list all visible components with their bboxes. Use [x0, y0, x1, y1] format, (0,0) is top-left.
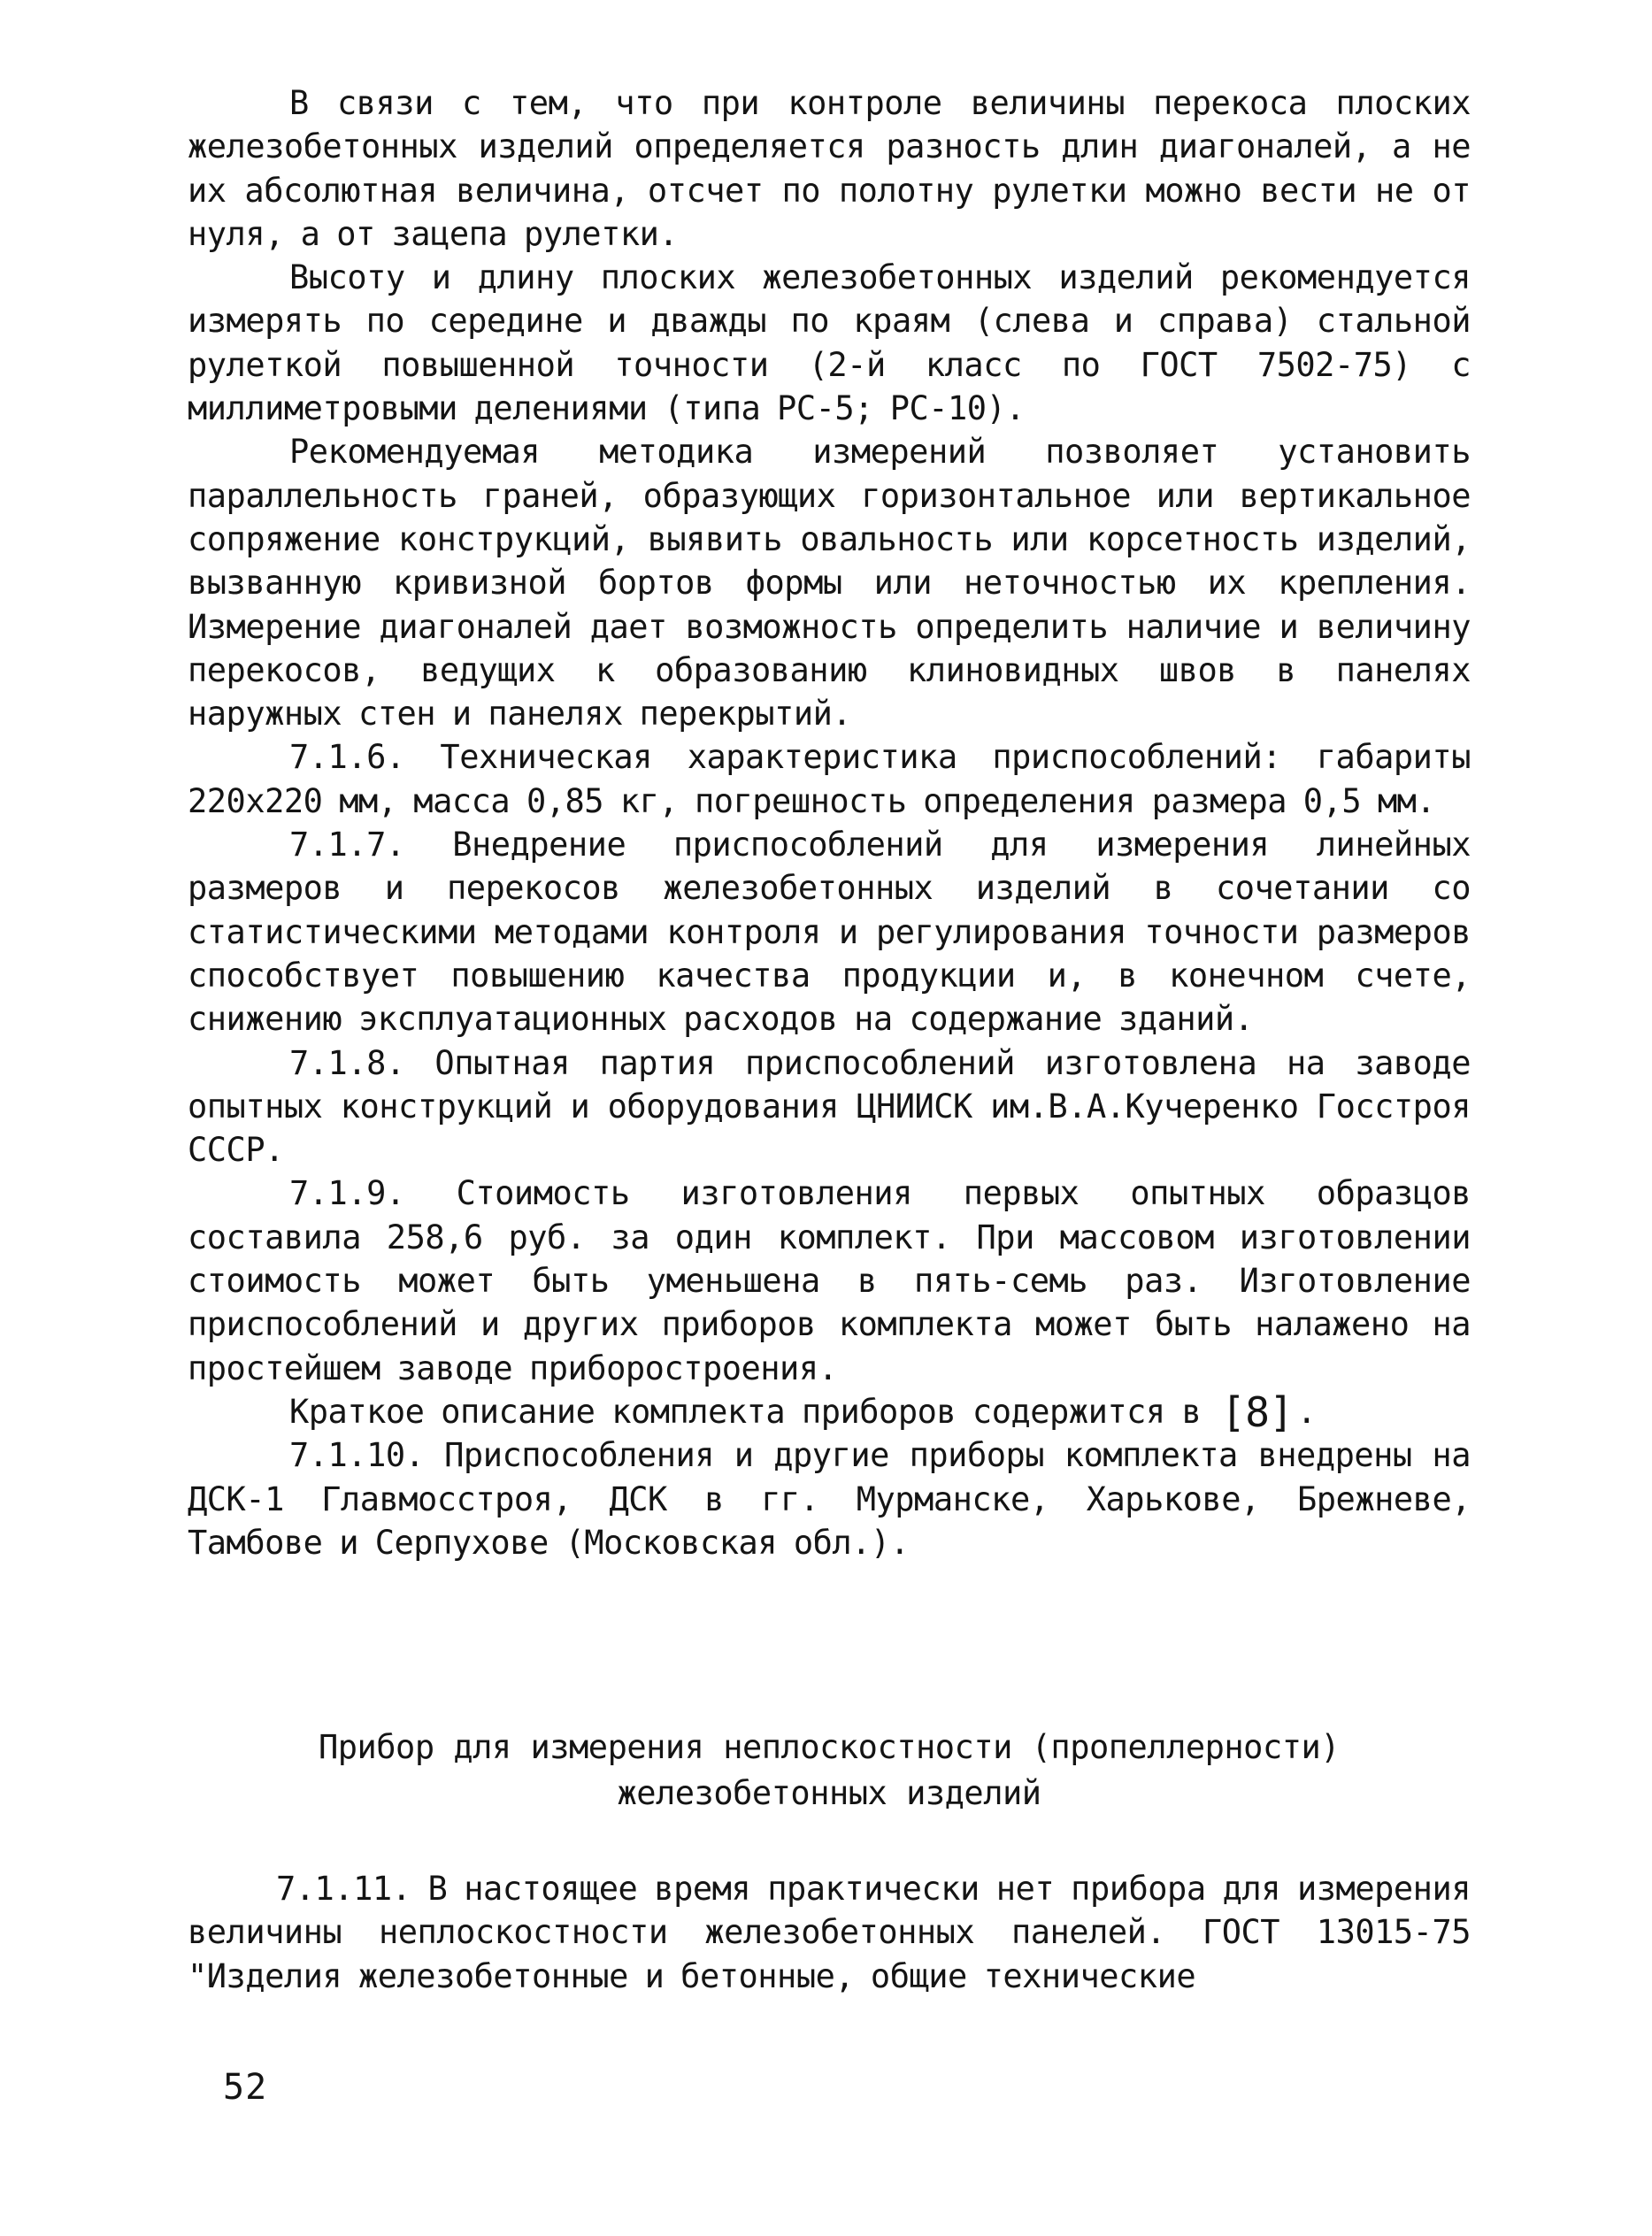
section-body [188, 1867, 1471, 1998]
brief-description-end: . [1296, 1392, 1317, 1431]
paragraph-brief-description [188, 1387, 1471, 1436]
paragraph-methodology: Рекомендуемая методика измерений позволяет установить параллельность граней, образующих горизонтальное или вертикальное сопряжение конструкций, выявить овальность или корсетность изделий, вызванную кривизной бортов формы или неточностью их крепления. Измерение диагоналей дает возможность определить наличие и величину перекосов, ведущих к образованию клиновидных швов в панелях наружных стен и панелях перекрытий. [188, 433, 1471, 734]
section-heading-line-2: железобетонных изделий [617, 1774, 1041, 1812]
page-number: 52 [223, 2067, 268, 2108]
paragraph-height-length: Высоту и длину плоских железобетонных изделий рекомендуется измерять по середине и дважды по краям (слева и справа) стальной рулеткой повышенной точности (2-й класс по ГОСТ 7502-75) с миллиметровыми делениями (типа РС-5; РС-10). [188, 258, 1471, 428]
paragraph-7-1-8: 7.1.8. Опытная партия приспособлений изготовлена на заводе опытных конструкций и оборудования ЦНИИСК им.В.А.Кучеренко Госстроя СССР. [188, 1043, 1471, 1170]
paragraph-7-1-7: 7.1.7. Внедрение приспособлений для измерения линейных размеров и перекосов железобетонных изделий в сочетании со статистическими методами контроля и регулирования точности размеров способствует повышению качества продукции и, в конечном счете, снижению эксплуатационных расходов на содержание зданий. [188, 826, 1471, 1039]
paragraph-7-1-6: 7.1.6. Техническая характеристика приспособлений: габариты 220х220 мм, масса 0,85 кг, погрешность определения размера 0,5 мм. [188, 738, 1471, 820]
paragraph-measuring-diagonals: В связи с тем, что при контроле величины перекоса плоских железобетонных изделий определяется разность длин диагоналей, а не их абсолютная величина, отсчет по полотну рулетки можно вести не от нуля, а от зацепа рулетки. [188, 84, 1471, 253]
paragraph-7-1-9: 7.1.9. Стоимость изготовления первых опытных образцов составила 258,6 руб. за один комплект. При массовом изготовлении стоимость может быть уменьшена в пять-семь раз. Изготовление приспособлений и других приборов комплекта может быть налажено на простейшем заводе приборостроения. [188, 1174, 1471, 1387]
paragraph-7-1-10: 7.1.10. Приспособления и другие приборы комплекта внедрены на ДСК-1 Главмосстроя, ДСК в гг. Мурманске, Харькове, Брежневе, Тамбове и Серпухове (Московская обл.). [188, 1436, 1471, 1562]
section-heading [188, 1725, 1471, 1817]
brief-description-text: Краткое описание комплекта приборов содержится в [289, 1392, 1202, 1431]
section-heading-line-1: Прибор для измерения неплоскостности (пропеллерности) [318, 1728, 1341, 1766]
body-text [188, 81, 1471, 1564]
reference-link[interactable]: [8] [1221, 1387, 1294, 1436]
paragraph-7-1-11: 7.1.11. В настоящее время практически нет прибора для измерения величины неплоскостности железобетонных панелей. ГОСТ 13015-75 "Изделия железобетонные и бетонные, общие технические [188, 1870, 1471, 1995]
